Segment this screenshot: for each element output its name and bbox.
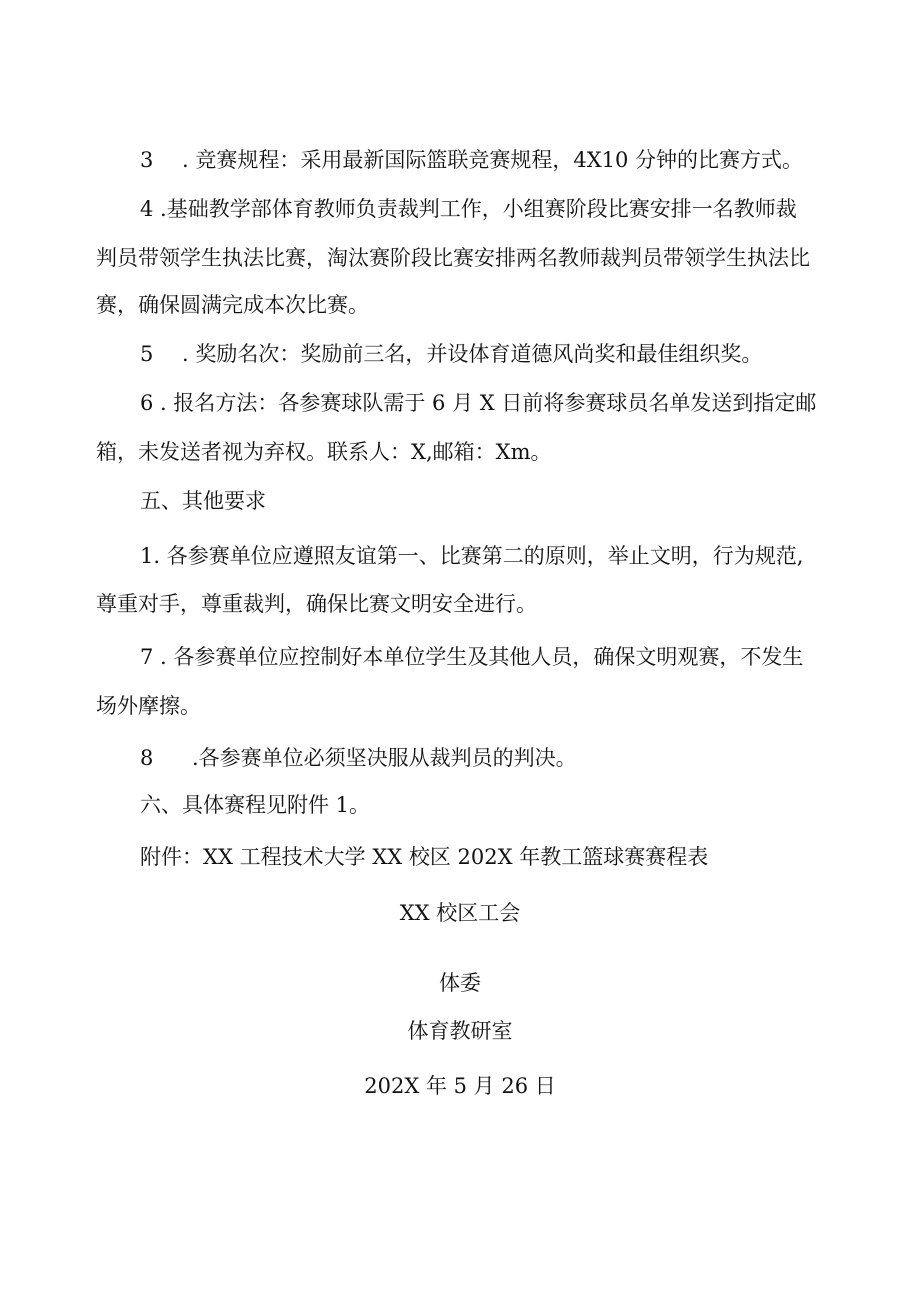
item-5: [140, 342, 762, 366]
requirement-7-line-1: 7 . 各参赛单位应控制好本单位学生及其他人员，确保文明观赛，不发生: [140, 645, 804, 669]
item-5-text: . 奖励名次：奖励前三名，并设体育道德风尚奖和最佳组织奖。: [182, 342, 763, 366]
signature-date: 202X 年 5 月 26 日: [364, 1074, 556, 1098]
item-3-text: . 竞赛规程：采用最新国际篮联竞赛规程，4X10 分钟的比赛方式。: [182, 148, 804, 172]
requirement-1-line-1: 1. 各参赛单位应遵照友谊第一、比赛第二的原则，举止文明，行为规范,: [140, 544, 804, 568]
item-6-line-1: 6 . 报名方法：各参赛球队需于 6 月 X 日前将参赛球员名单发送到指定邮: [140, 391, 817, 415]
section-6: 六、具体赛程见附件 1。: [140, 793, 371, 817]
item-3: [140, 148, 803, 172]
item-3-number: 3: [140, 148, 154, 172]
item-4-line-1: 4 .基础教学部体育教师负责裁判工作，小组赛阶段比赛安排一名教师裁: [140, 197, 797, 221]
requirement-1-line-2: 尊重对手，尊重裁判，确保比赛文明安全进行。: [96, 592, 537, 616]
requirement-8: [140, 746, 577, 770]
signature-org-2: 体委: [439, 971, 481, 995]
requirement-8-text: .各参赛单位必须坚决服从裁判员的判决。: [192, 746, 577, 770]
item-4-line-3: 赛，确保圆满完成本次比赛。: [96, 293, 369, 317]
signature-org-1: XX 校区工会: [399, 901, 521, 925]
signature-org-3: 体育教研室: [407, 1019, 513, 1043]
requirement-8-number: 8: [140, 746, 154, 770]
attachment-note: 附件：XX 工程技术大学 XX 校区 202X 年教工篮球赛赛程表: [140, 845, 709, 869]
section-5-title: 五、其他要求: [140, 489, 266, 513]
item-6-line-2: 箱，未发送者视为弃权。联系人：X,邮箱：Xm。: [96, 440, 552, 464]
requirement-7-line-2: 场外摩擦。: [96, 694, 201, 718]
item-4-line-2: 判员带领学生执法比赛，淘汰赛阶段比赛安排两名教师裁判员带领学生执法比: [96, 246, 810, 270]
item-5-number: 5: [140, 342, 154, 366]
